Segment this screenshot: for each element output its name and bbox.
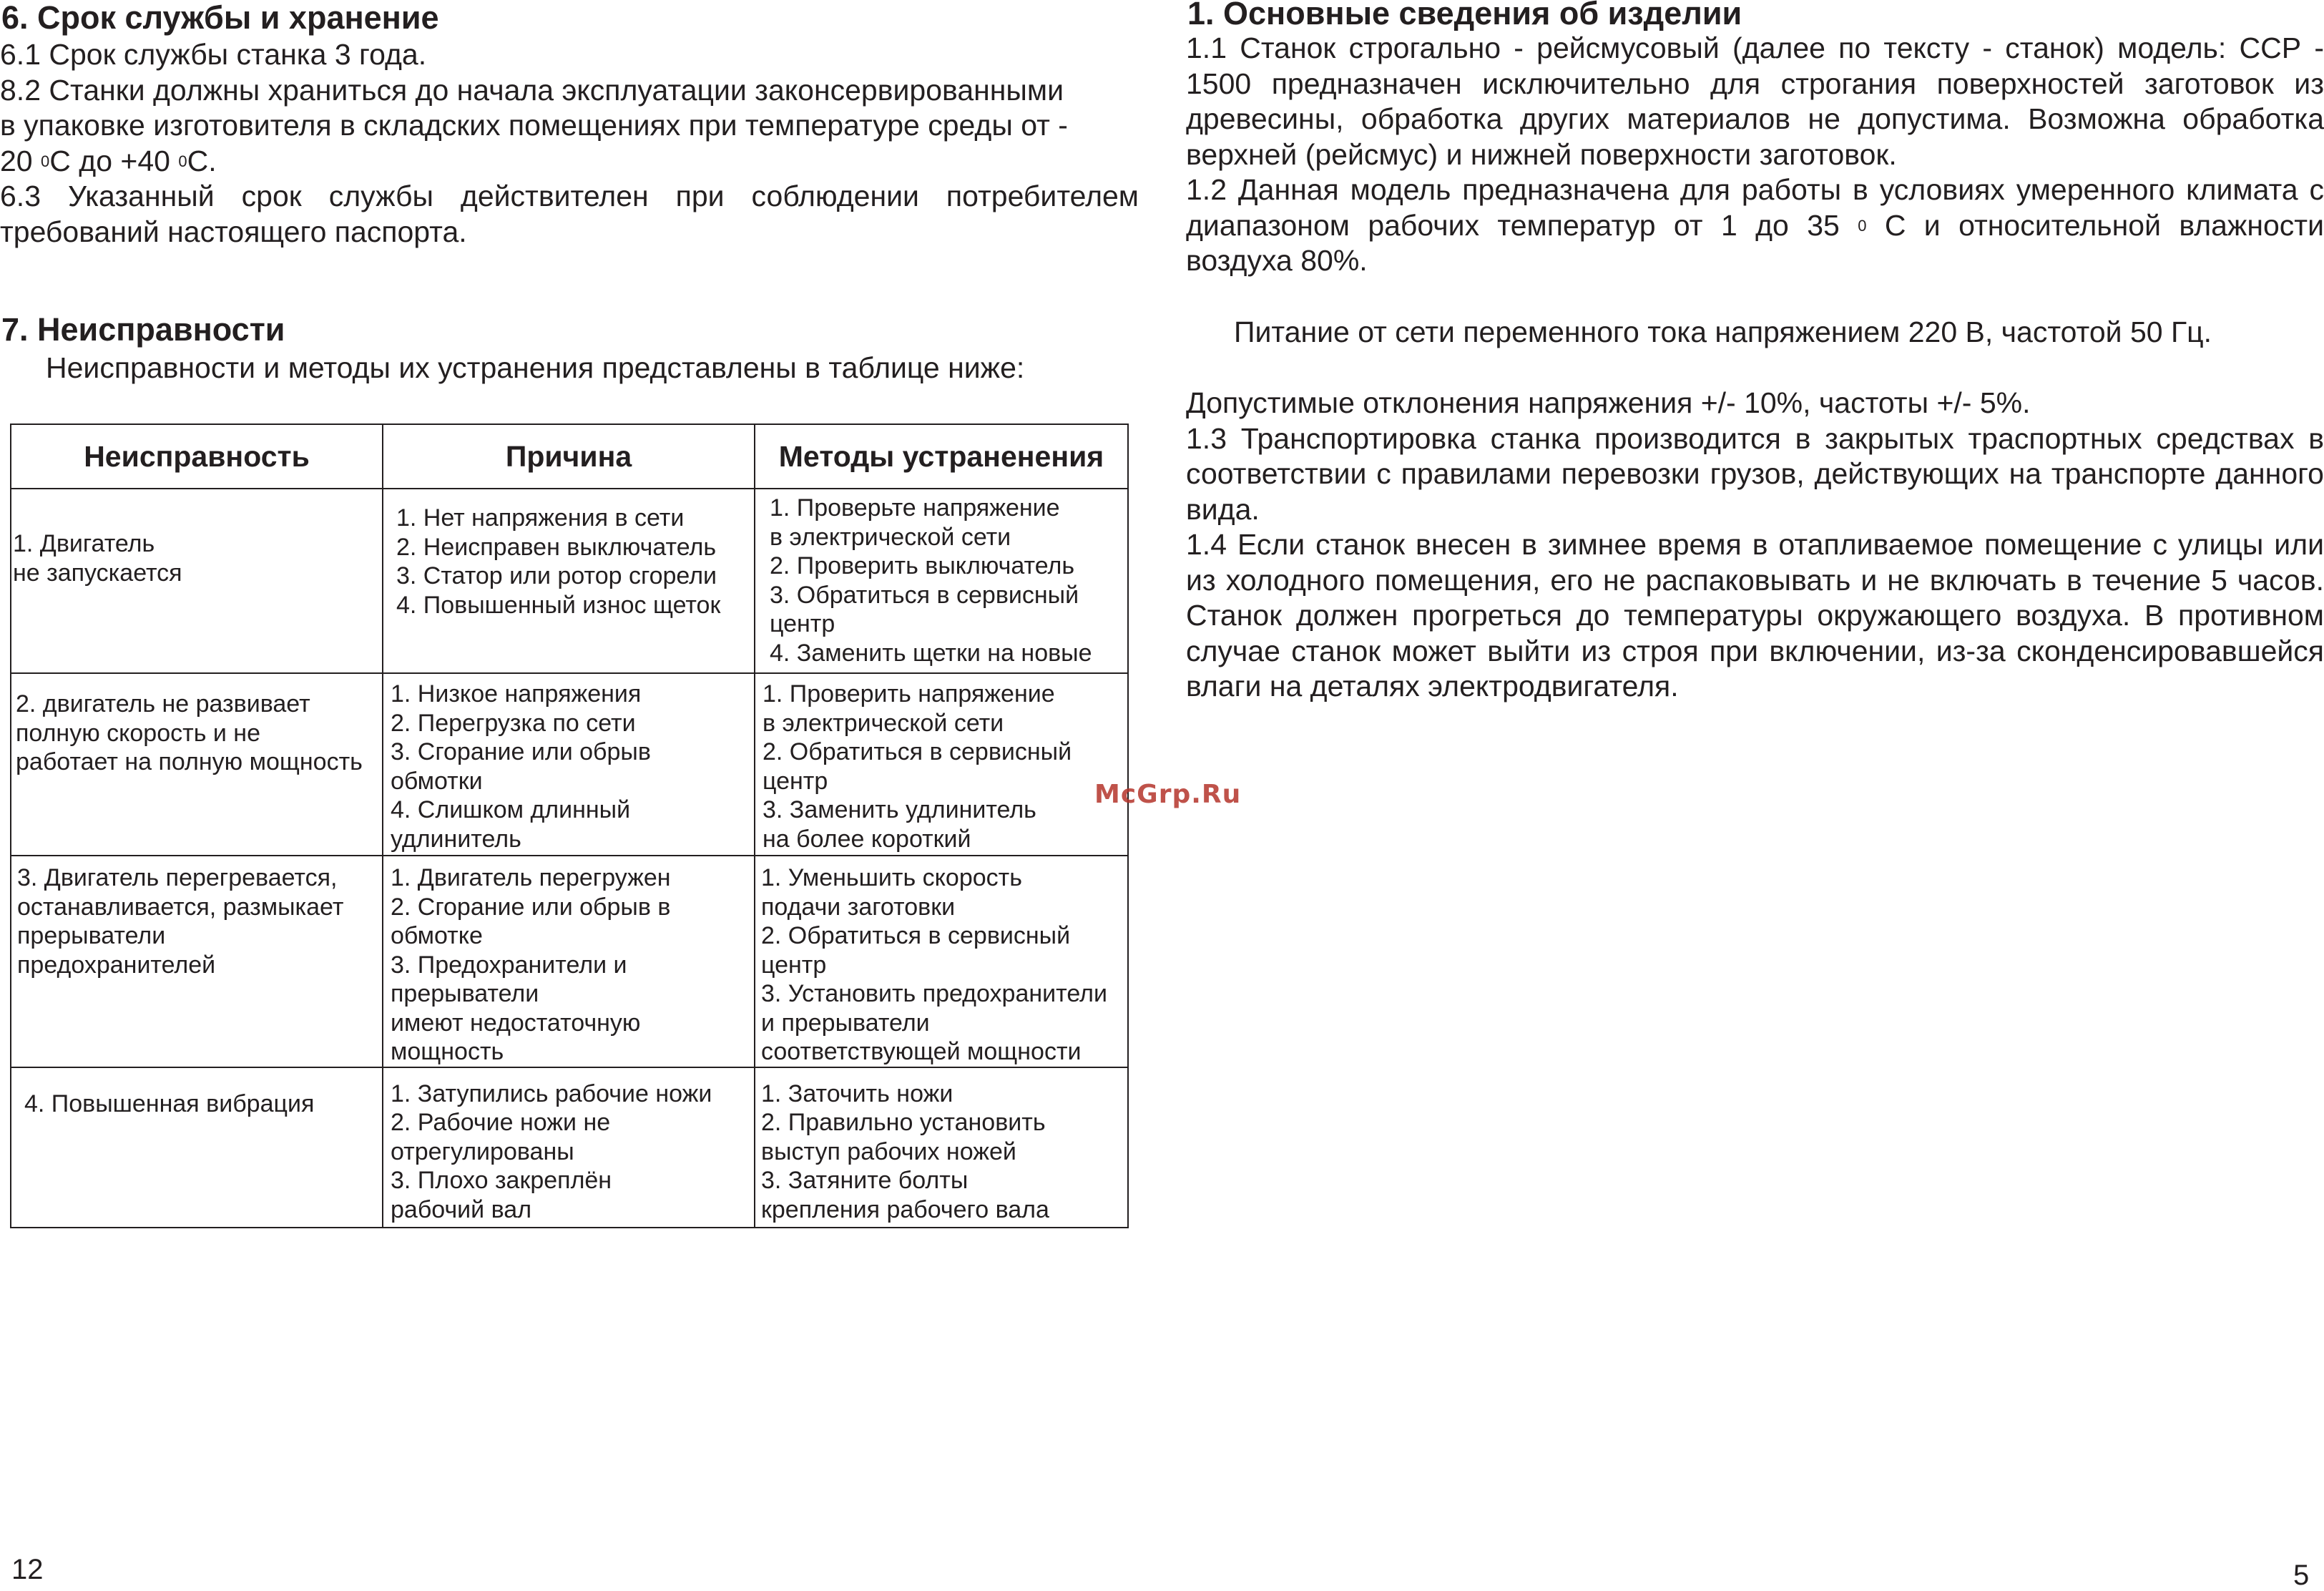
paragraph-1-3: 1.3 Транспортировка станка производится в закрытых траспортных средствах в соответствии с правилами перевозки грузов, действующих на транспорте данного вида. xyxy=(1186,421,2324,526)
power-info: Питание от сети переменного тока напряжением 220 В, частотой 50 Гц. xyxy=(1234,315,2212,348)
section-1-title: 1. Основные сведения об изделии xyxy=(1187,0,1742,31)
table-row xyxy=(11,489,1128,673)
fix-cell: 1. Уменьшить скорость подачи заготовки 2. Обратиться в сервисный центр 3. Установить предохранители и прерыватели соответствующей мощности xyxy=(755,856,1128,1067)
paragraph-8-2-line-1: 8.2 Станки должны храниться до начала эксплуатации законсервированными xyxy=(0,73,1064,107)
page-number-right: 5 xyxy=(2293,1560,2310,1591)
table-header-row xyxy=(11,424,1128,489)
header-fault: Неисправность xyxy=(11,424,383,489)
fault-cell: 2. двигатель не развивает полную скорость и не работает на полную мощность xyxy=(11,673,383,856)
paragraph-8-2-line-3: 20 $^0$С до +40 $^0$С. xyxy=(0,144,217,177)
cause-cell: 1. Двигатель перегружен 2. Сгорание или обрыв в обмотке 3. Предохранители и прерыватели имеют недостаточную мощность xyxy=(383,856,755,1067)
paragraph-6-3: 6.3 Указанный срок службы действителен при соблюдении потребителем требований настоящего паспорта. xyxy=(0,180,1139,248)
table-row xyxy=(11,1067,1128,1228)
watermark: McGrp.Ru xyxy=(1094,780,1242,809)
section-1-body xyxy=(1186,31,2324,705)
fault-cell: 4. Повышенная вибрация xyxy=(11,1067,383,1228)
table-row xyxy=(11,856,1128,1067)
table-row xyxy=(11,673,1128,856)
header-cause: Причина xyxy=(383,424,755,489)
cause-cell: 1. Нет напряжения в сети 2. Неисправен выключатель 3. Статор или ротор сгорели 4. Повышенный износ щеток xyxy=(383,489,755,673)
section-6-body xyxy=(0,37,1139,250)
paragraph-6-1: 6.1 Срок службы станка 3 года. xyxy=(0,38,427,71)
section-7-intro: Неисправности и методы их устранения представлены в таблице ниже: xyxy=(46,351,1025,384)
fault-cell: 3. Двигатель перегревается, останавливается, размыкает прерыватели предохранителей xyxy=(11,856,383,1067)
paragraph-1-4: 1.4 Если станок внесен в зимнее время в отапливаемое помещение с улицы или из холодного помещения, его не распаковывать и не включать в течение 5 часов. Станок должен прогреться до температуры окружающего воздуха. В противном случае станок может выйти из строя при включении, из-за сконденсировавшейся влаги на деталях электродвигателя. xyxy=(1186,528,2324,703)
paragraph-8-2-line-2: в упаковке изготовителя в складских помещениях при температуре среды от - xyxy=(0,109,1068,142)
fix-cell: 1. Заточить ножи 2. Правильно установить выступ рабочих ножей 3. Затяните болты крепления рабочего вала xyxy=(755,1067,1128,1228)
cause-cell: 1. Затупились рабочие ножи 2. Рабочие ножи не отрегулированы 3. Плохо закреплён рабочий вал xyxy=(383,1067,755,1228)
paragraph-1-1: 1.1 Станок строгально - рейсмусовый (далее по тексту - станок) модель: ССР - 1500 предназначен исключительно для строгания поверхностей заготовок из древесины, обработка других материалов не допустима. Возможна обработка верхней (рейсмус) и нижней поверхности заготовок. xyxy=(1186,31,2324,171)
page-number-left: 12 xyxy=(11,1554,44,1585)
cause-cell: 1. Низкое напряжения 2. Перегрузка по сети 3. Сгорание или обрыв обмотки 4. Слишком длинный удлинитель xyxy=(383,673,755,856)
fix-cell: 1. Проверьте напряжение в электрической сети 2. Проверить выключатель 3. Обратиться в сервисный центр 4. Заменить щетки на новые xyxy=(755,489,1128,673)
section-7-title: 7. Неисправности xyxy=(1,311,285,348)
paragraph-1-2: 1.2 Данная модель предназначена для работы в условиях умеренного климата с диапазоном рабочих температур от 1 до 35 $^0$ С и относительной влажности воздуха 80%. xyxy=(1186,173,2324,277)
tolerance-info: Допустимые отклонения напряжения +/- 10%, частоты +/- 5%. xyxy=(1186,386,2031,419)
faults-table xyxy=(10,424,1129,1228)
fix-cell: 1. Проверить напряжение в электрической сети 2. Обратиться в сервисный центр 3. Заменить удлинитель на более короткий xyxy=(755,673,1128,856)
header-fix: Методы устраненения xyxy=(755,424,1128,489)
section-6-title: 6. Срок службы и хранение xyxy=(1,0,439,36)
fault-cell: 1. Двигатель не запускается xyxy=(11,489,383,673)
